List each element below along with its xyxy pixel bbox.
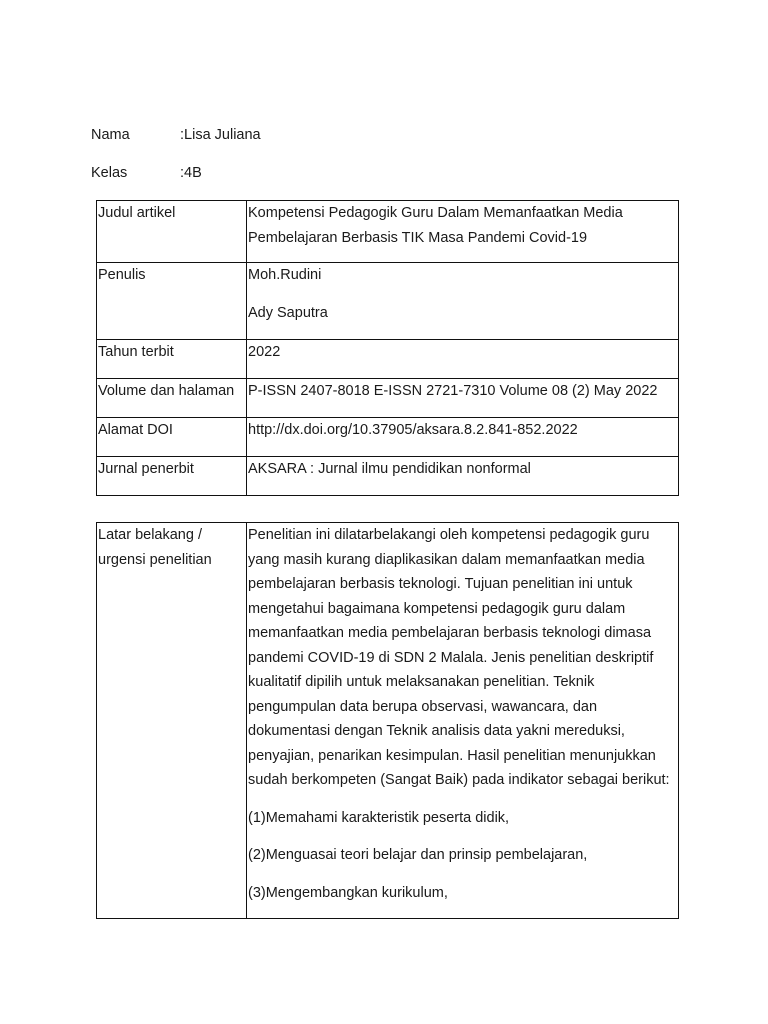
row-label-doi: Alamat DOI — [97, 418, 247, 457]
row-value-year: 2022 — [247, 340, 679, 379]
row-value-authors — [247, 263, 679, 340]
finding-point: (3)Mengembangkan kurikulum, — [248, 884, 448, 901]
table-row — [97, 418, 679, 457]
name-field — [91, 127, 261, 143]
class-field — [91, 165, 202, 181]
class-label: Kelas — [91, 165, 128, 181]
row-value-doi: http://dx.doi.org/10.37905/aksara.8.2.841-852.2022 — [247, 418, 679, 457]
author-name: Moh.Rudini — [248, 267, 322, 283]
row-value-volume: P-ISSN 2407-8018 E-ISSN 2721-7310 Volume 08 (2) May 2022 — [247, 379, 679, 418]
author-name: Ady Saputra — [248, 304, 328, 321]
name-value: :Lisa Juliana — [180, 127, 261, 143]
background-label — [97, 523, 247, 919]
article-meta-table — [96, 200, 679, 496]
table-row — [97, 523, 679, 919]
finding-point: (1)Memahami karakteristik peserta didik, — [248, 809, 510, 826]
paragraph-line: pembelajaran berbasis teknologi. Tujuan penelitian ini untuk — [248, 576, 633, 592]
finding-point: (2)Menguasai teori belajar dan prinsip pembelajaran, — [248, 847, 588, 863]
paragraph-line: kualitatif dipilih untuk melaksanakan penelitian. Teknik — [248, 674, 595, 690]
table-row — [97, 201, 679, 263]
background-label-line: urgensi penelitian — [98, 551, 212, 568]
paragraph-line: memanfaatkan media pembelajaran berbasis teknologi dimasa — [248, 625, 652, 641]
paragraph-line: penyajian, penarikan kesimpulan. Hasil penelitian menunjukkan — [248, 747, 656, 764]
row-value-title — [247, 201, 679, 263]
row-label-authors: Penulis — [97, 263, 247, 340]
table-row — [97, 340, 679, 379]
paragraph-line: mengetahui bagaimana kompetensi pedagogik guru dalam — [248, 600, 626, 617]
row-label-volume: Volume dan halaman — [97, 379, 247, 418]
table-row — [97, 263, 679, 340]
background-table — [96, 522, 679, 919]
paragraph-line: yang masih kurang diaplikasikan dalam memanfaatkan media — [248, 551, 645, 568]
background-content — [247, 523, 679, 919]
paragraph-line: dokumentasi dengan Teknik analisis data yakni mereduksi, — [248, 723, 625, 739]
row-value-publisher: AKSARA : Jurnal ilmu pendidikan nonformal — [247, 457, 679, 496]
title-line: Kompetensi Pedagogik Guru Dalam Memanfaatkan Media — [248, 205, 623, 221]
row-label-year: Tahun terbit — [97, 340, 247, 379]
class-value: :4B — [180, 165, 202, 181]
paragraph-line: pengumpulan data berupa observasi, wawancara, dan — [248, 698, 598, 715]
name-label: Nama — [91, 127, 130, 143]
row-label-publisher: Jurnal penerbit — [97, 457, 247, 496]
background-label-line: Latar belakang / — [98, 527, 202, 543]
title-line: Pembelajaran Berbasis TIK Masa Pandemi Covid-19 — [248, 229, 588, 246]
paragraph-line: Penelitian ini dilatarbelakangi oleh kompetensi pedagogik guru — [248, 527, 650, 543]
paragraph-line: pandemi COVID-19 di SDN 2 Malala. Jenis penelitian deskriptif — [248, 649, 654, 666]
row-label-title: Judul artikel — [97, 201, 247, 263]
table-row — [97, 379, 679, 418]
table-row — [97, 457, 679, 496]
paragraph-line: sudah berkompeten (Sangat Baik) pada indikator sebagai berikut: — [248, 772, 670, 788]
